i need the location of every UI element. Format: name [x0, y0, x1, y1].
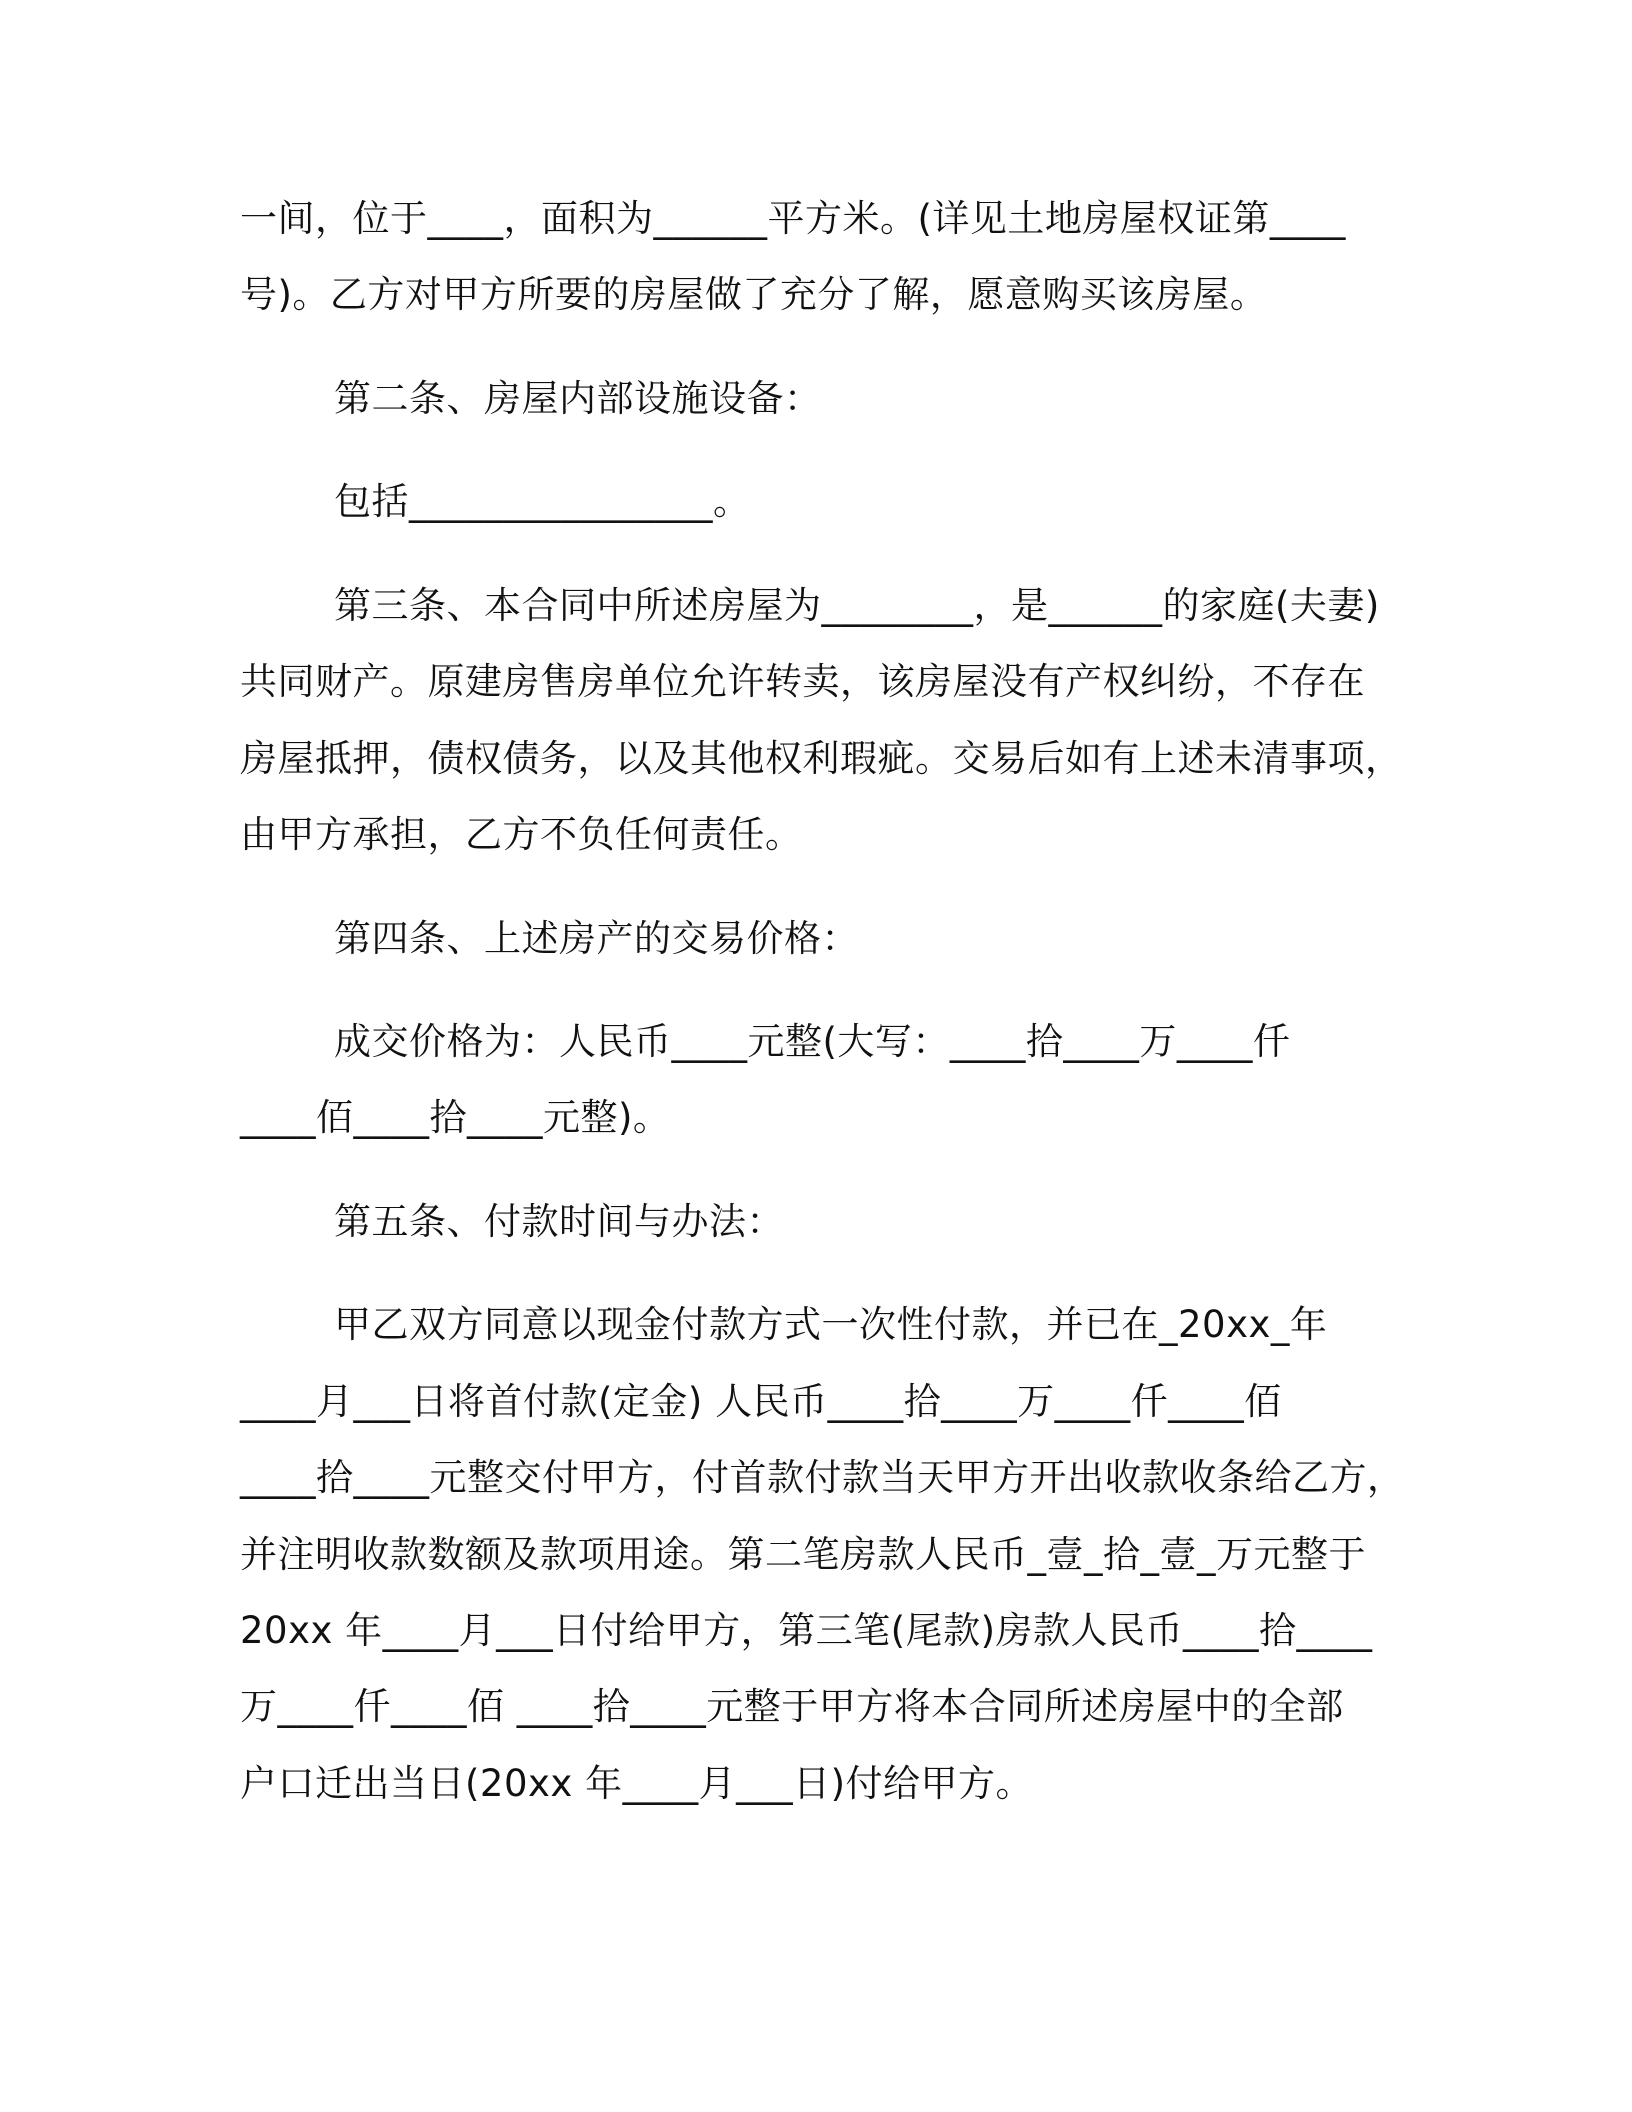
- body-line: ____月___日将首付款(定金) 人民币____拾____万____仟____佰: [240, 1380, 1282, 1423]
- section-heading: 第二条、房屋内部设施设备：: [334, 377, 822, 420]
- body-line: 号)。乙方对甲方所要的房屋做了充分了解，愿意购买该房屋。: [240, 273, 1268, 316]
- body-line: 一间，位于____，面积为______平方米。(详见土地房屋权证第____: [240, 197, 1346, 240]
- body-line: ____拾____元整交付甲方，付首款付款当天甲方开出收款收条给乙方，: [240, 1456, 1405, 1499]
- body-line: 甲乙双方同意以现金付款方式一次性付款，并已在_20xx_年: [334, 1303, 1328, 1346]
- body-line: ____佰____拾____元整)。: [240, 1096, 671, 1139]
- body-line: 并注明收款数额及款项用途。第二笔房款人民币_壹_拾_壹_万元整于: [240, 1533, 1366, 1576]
- body-line: 包括________________。: [334, 480, 751, 523]
- body-line: 由甲方承担，乙方不负任何责任。: [240, 813, 803, 856]
- section-heading: 第五条、付款时间与办法：: [334, 1200, 784, 1243]
- body-line: 共同财产。原建房售房单位允许转卖，该房屋没有产权纠纷，不存在: [240, 660, 1365, 703]
- section-heading: 第四条、上述房产的交易价格：: [334, 917, 859, 960]
- body-line: 户口迁出当日(20xx 年____月___日)付给甲方。: [240, 1762, 1034, 1805]
- body-line: 万____仟____佰 ____拾____元整于甲方将本合同所述房屋中的全部: [240, 1685, 1344, 1728]
- body-line: 房屋抵押，债权债务，以及其他权利瑕疵。交易后如有上述未清事项，: [240, 737, 1403, 780]
- section-heading: 第三条、本合同中所述房屋为________，是______的家庭(夫妻): [334, 584, 1380, 627]
- body-line: 成交价格为：人民币____元整(大写：____拾____万____仟: [334, 1020, 1291, 1063]
- body-line: 20xx 年____月___日付给甲方，第三笔(尾款)房款人民币____拾____: [240, 1609, 1373, 1652]
